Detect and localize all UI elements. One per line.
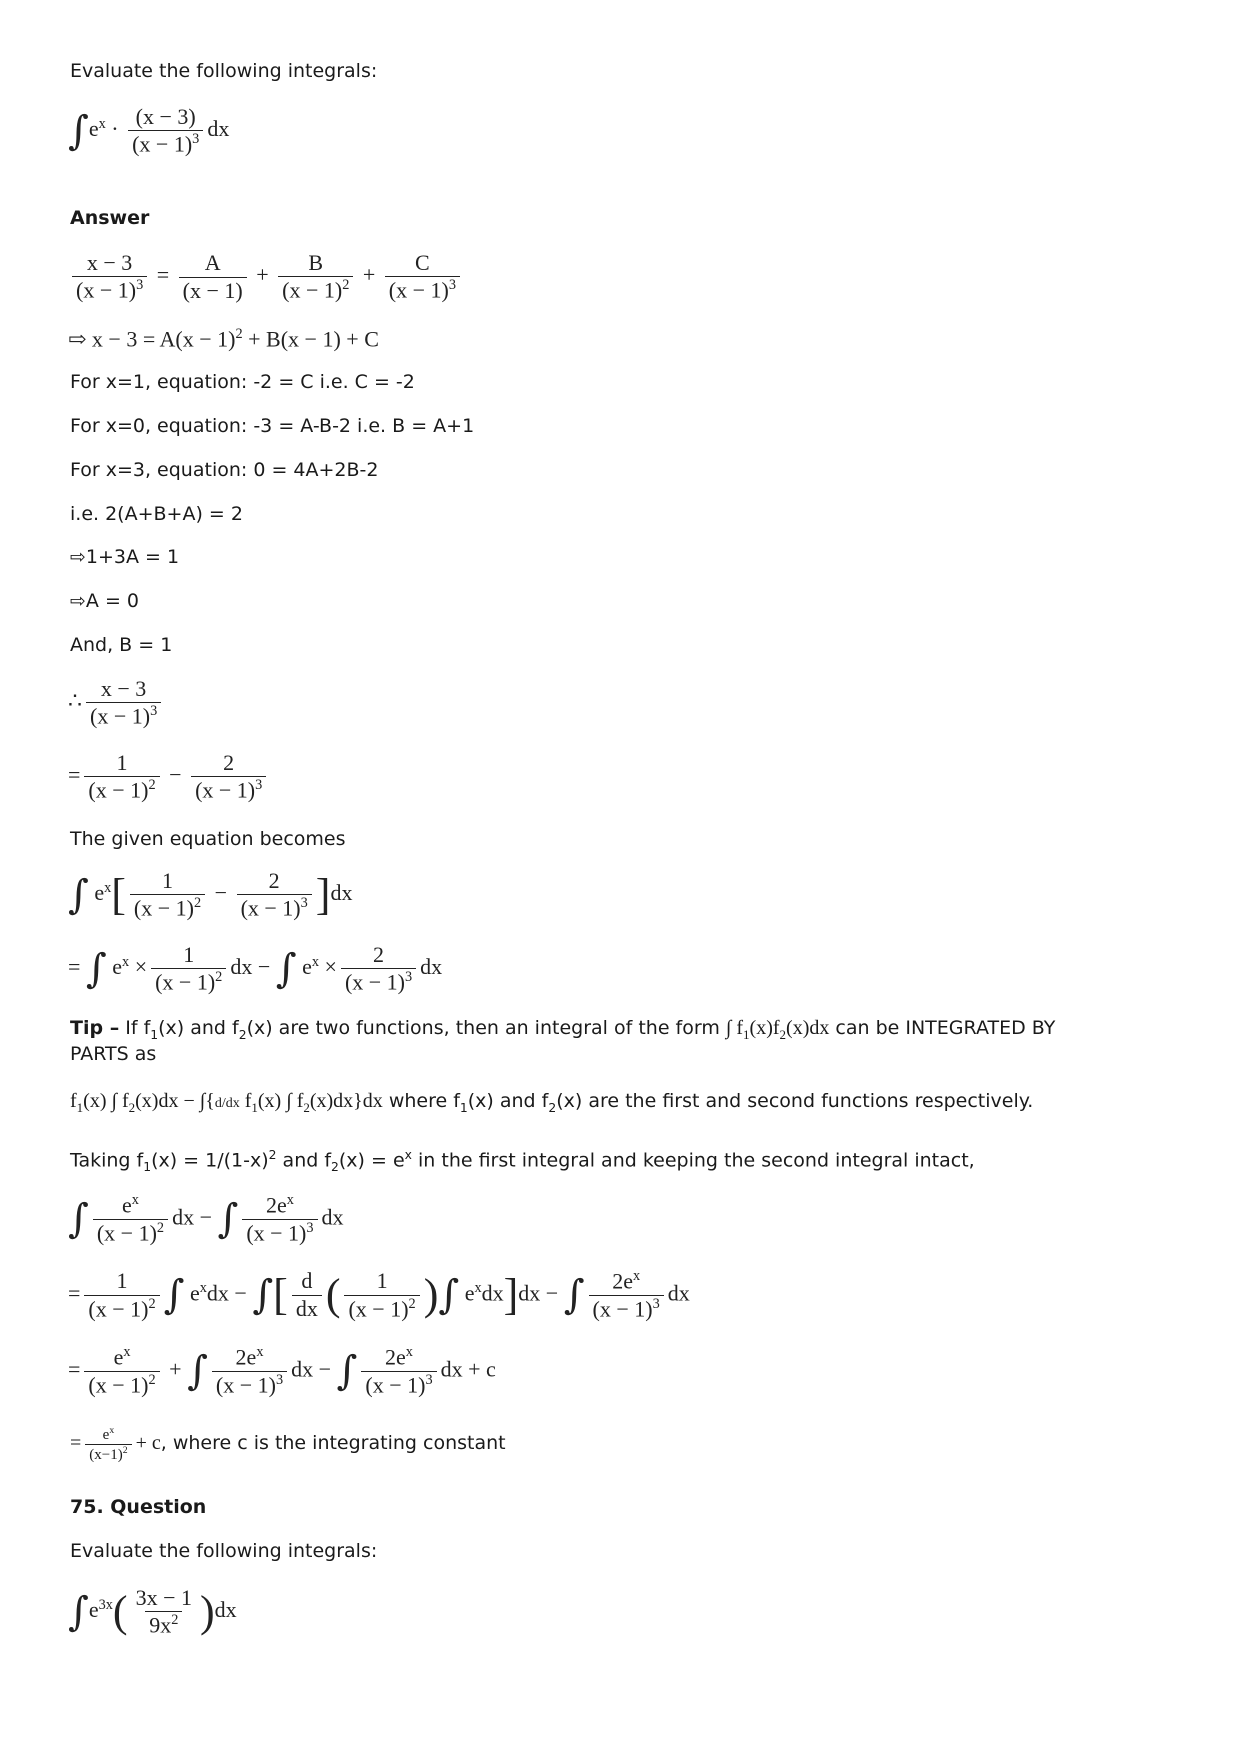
decomposed-fraction: = $\frac{1}{(x - 1)^2}$ − $\frac{2}{(x - 1)^3}$	[68, 750, 270, 804]
step-b1: And, B = 1	[70, 634, 173, 656]
taking-a: Taking f	[70, 1149, 144, 1172]
answer-heading: Answer	[70, 207, 150, 229]
instruction-text-2: Evaluate the following integrals:	[70, 1540, 378, 1562]
question-heading: 75. Question	[70, 1496, 207, 1518]
tip-text-b: (x) and f	[158, 1017, 239, 1039]
instruction-text: Evaluate the following integrals:	[70, 60, 378, 82]
step-a0: ⇨A = 0	[70, 590, 140, 612]
tip-text-d: can be INTEGRATED BY	[829, 1017, 1056, 1039]
integral-bracket: ∫ $e^x$[ $\frac{1}{(x - 1)^2}$ − $\frac{2}{(x - 1)^3}$ ]dx	[68, 868, 353, 921]
step-x3: For x=3, equation: 0 = 4A+2B-2	[70, 459, 379, 481]
integral-split: = ∫ $e^x$ × $\frac{1}{(x - 1)^2}$ dx − ∫ $e^x$ × $\frac{2}{(x - 1)^3}$ dx	[68, 942, 443, 995]
tip-text-a: If f	[119, 1017, 151, 1039]
parts-formula-line: $f_1(x)$ ∫ $f_2(x)dx - \int\{d/dx$ $f_1(x)$ ∫ $f_2(x)dx\}dx$ where $f_1(x)$ and $f_2(x)$ are the first and second functions respectively.	[70, 1090, 1034, 1115]
final-result: = $\frac{e^x}{(x-1)^2}$ + c, where c is the integrating constant	[70, 1425, 506, 1463]
by-parts-step2: = $\frac{1}{(x - 1)^2}$ ∫ $e^xdx$ − ∫[ $\frac{d}{dx}$ ( $\frac{1}{(x - 1)^2}$ )∫ $e^xdx]dx$ − ∫ $\frac{2e^x}{(x - 1)^3}$ dx	[68, 1268, 690, 1322]
tip-label: Tip –	[70, 1017, 120, 1039]
tip-text-c: (x) are two functions, then an integral of the form	[246, 1017, 720, 1039]
parts-tail-b: (x) and f	[467, 1090, 549, 1112]
by-parts-step3: = $\frac{e^x}{(x - 1)^2}$ + ∫ $\frac{2e^x}{(x - 1)^3}$ dx − ∫ $\frac{2e^x}{(x - 1)^3}$ dx + c	[68, 1344, 496, 1398]
taking-c: and f	[276, 1149, 332, 1172]
parts-tail-c: (x) are the first and second functions respectively.	[556, 1090, 1034, 1112]
step-x1: For x=1, equation: -2 = C i.e. C = -2	[70, 371, 415, 393]
therefore-fraction: ∴ $\frac{x - 3}{(x - 1)^3}$	[68, 676, 165, 730]
expanded-eq: ⇨ $x - 3 = A(x - 1)^2 + B(x - 1) + C$	[68, 326, 379, 352]
taking-b: (x) = 1/(1-x)	[151, 1149, 269, 1172]
taking-d: (x) = e	[338, 1149, 405, 1172]
final-tail: , where c is the integrating constant	[160, 1432, 506, 1455]
given-becomes: The given equation becomes	[70, 828, 346, 850]
by-parts-step1: ∫ $\frac{e^x}{(x - 1)^2}$ dx − ∫ $\frac{2e^x}{(x - 1)^3}$ dx	[68, 1192, 344, 1246]
step-3a: ⇨1+3A = 1	[70, 546, 180, 568]
taking-line: Taking $f_1(x) = 1/(1-x)^2$ and $f_2(x) = e^x$ in the first integral and keeping the second integral intact,	[70, 1148, 975, 1175]
problem-integral: $\int e^x$ · $\frac{(x - 3)}{(x - 1)^3}$ dx	[68, 104, 230, 157]
tip-line: Tip – If $f_1(x)$ and $f_2(x)$ are two functions, then an integral of the form ∫ $f_1(x)f_2(x)dx$ can be INTEGRATED BY	[70, 1017, 1056, 1042]
step-x0: For x=0, equation: -3 = A-B-2 i.e. B = A+1	[70, 415, 475, 437]
step-ie: i.e. 2(A+B+A) = 2	[70, 503, 243, 525]
parts-tail-a: where f	[382, 1090, 460, 1112]
tip-text-e: PARTS as	[70, 1043, 157, 1065]
partial-fraction-eq: $\frac{x - 3}{(x - 1)^3}$ = $\frac{A}{(x - 1)}$ + $\frac{B}{(x - 1)^2}$ + $\frac{C}{(x - 1)^3}$	[68, 250, 464, 304]
taking-e: in the first integral and keeping the second integral intact,	[411, 1149, 975, 1172]
problem-integral-2: $\int e^{3x}$( $\frac{3x - 1}{9x^2}$ )dx	[68, 1585, 237, 1638]
